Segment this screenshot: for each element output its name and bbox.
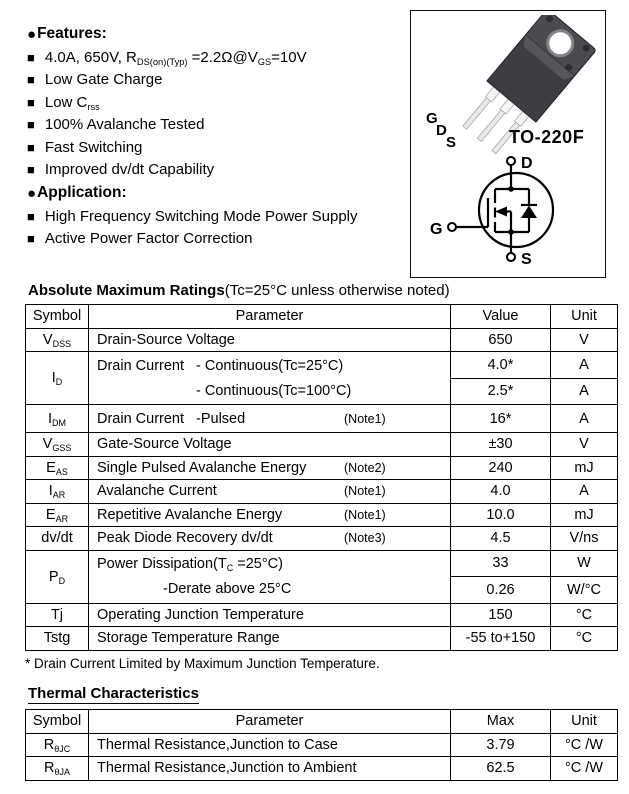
parameter-cell: Drain Current - Continuous(Tc=25°C) - Continuous(Tc=100°C) <box>89 352 451 405</box>
note-label: (Note2) <box>344 460 386 475</box>
table-row-ear <box>26 503 618 527</box>
symbol-cell: $E_{AS}$ <box>26 456 89 480</box>
note-label: (Note1) <box>344 507 386 522</box>
amr-footnote: * Drain Current Limited by Maximum Junction Temperature. <box>25 655 380 671</box>
note-label: (Note1) <box>344 484 386 499</box>
value-cell: 4.0* <box>451 352 551 379</box>
header-value: Value <box>451 305 551 329</box>
table-row-dvdt <box>26 527 618 551</box>
feature-item-label: Fast Switching <box>44 138 143 156</box>
symbol-cell: dv/dt <box>26 527 89 551</box>
value-cell: 650 <box>451 328 551 352</box>
parameter-cell: Peak Diode Recovery dv/dt (Note3) <box>89 527 451 551</box>
table-row-idm <box>26 405 618 433</box>
feature-item <box>27 69 402 92</box>
parameter-cell: Repetitive Avalanche Energy (Note1) <box>89 503 451 527</box>
unit-cell: °C <box>551 603 618 627</box>
application-item <box>27 228 402 251</box>
header-parameter: Parameter <box>89 710 451 734</box>
square-bullet-icon: ■ <box>27 231 35 247</box>
absolute-maximum-ratings-table <box>25 304 618 651</box>
feature-item <box>27 114 402 137</box>
header-max: Max <box>451 710 551 734</box>
symbol-cell: Tj <box>26 603 89 627</box>
symbol-cell: $R_{\theta JA}$ <box>26 757 89 781</box>
feature-item <box>27 159 402 182</box>
package-name-label: TO-220F <box>509 127 585 147</box>
unit-cell: °C /W <box>551 757 618 781</box>
note-label: (Note1) <box>344 411 386 426</box>
feature-item-label: Improved dv/dt Capability <box>44 161 215 179</box>
application-item <box>27 205 402 228</box>
application-item-label: High Frequency Switching Mode Power Supply <box>44 207 358 225</box>
value-cell: ±30 <box>451 433 551 457</box>
header-parameter: Parameter <box>89 305 451 329</box>
mosfet-symbol <box>411 153 602 275</box>
table-row-rthja <box>26 757 618 781</box>
square-bullet-icon: ■ <box>27 139 35 155</box>
table-row-vdss <box>26 328 618 352</box>
unit-cell: mJ <box>551 456 618 480</box>
value-cell: 10.0 <box>451 503 551 527</box>
symbol-cell: $R_{\theta JC}$ <box>26 733 89 757</box>
symbol-cell: $I_{DM}$ <box>26 405 89 433</box>
unit-cell: A <box>551 352 618 379</box>
square-bullet-icon: ■ <box>27 49 35 65</box>
symbol-cell: $V_{GSS}$ <box>26 433 89 457</box>
unit-cell: V <box>551 433 618 457</box>
table-row-tj <box>26 603 618 627</box>
source-terminal-label: S <box>521 251 532 268</box>
value-cell: 16* <box>451 405 551 433</box>
value-cell: 62.5 <box>451 757 551 781</box>
header-symbol: Symbol <box>26 305 89 329</box>
value-cell: 150 <box>451 603 551 627</box>
square-bullet-icon: ■ <box>27 208 35 224</box>
table-header-row <box>26 305 618 329</box>
table-row-eas <box>26 456 618 480</box>
unit-cell: °C /W <box>551 733 618 757</box>
unit-cell: V <box>551 328 618 352</box>
feature-item <box>27 136 402 159</box>
table-row-id-1 <box>26 352 618 379</box>
unit-cell: W <box>551 550 618 577</box>
unit-cell: A <box>551 378 618 405</box>
unit-cell: A <box>551 480 618 504</box>
circle-bullet-icon: ● <box>27 184 37 202</box>
symbol-cell: $P_D$ <box>26 550 89 603</box>
unit-cell: mJ <box>551 503 618 527</box>
pin-label-s: S <box>446 134 457 151</box>
pin-label-g: G <box>426 110 438 127</box>
unit-cell: °C <box>551 627 618 651</box>
header-unit: Unit <box>551 305 618 329</box>
feature-item-label: 4.0A, 650V, $R_{DS(on)(Typ)}$ $=2.2\Omega@V_{GS}=10V$ <box>44 48 307 67</box>
value-cell: -55 to+150 <box>451 627 551 651</box>
parameter-cell: Thermal Resistance,Junction to Ambient <box>89 757 451 781</box>
circle-bullet-icon: ● <box>27 25 37 43</box>
application-heading <box>27 181 402 205</box>
table-row-rthjc <box>26 733 618 757</box>
unit-cell: W/°C <box>551 577 618 604</box>
amr-title-note: (Tc=25°C unless otherwise noted) <box>224 282 450 299</box>
note-label: (Note3) <box>344 531 386 546</box>
symbol-cell: $E_{AR}$ <box>26 503 89 527</box>
feature-item-label: Low $C_{rss}$ <box>44 93 100 112</box>
parameter-cell: Storage Temperature Range <box>89 627 451 651</box>
drain-terminal-label: D <box>521 155 533 172</box>
parameter-cell: Power $Dissipation(T_C =25^\circ C)$ -Derate above 25°C <box>89 550 451 603</box>
feature-item <box>27 46 402 69</box>
symbol-cell: $I_D$ <box>26 352 89 405</box>
parameter-cell: Avalanche Current (Note1) <box>89 480 451 504</box>
features-section <box>27 22 402 250</box>
value-cell: 240 <box>451 456 551 480</box>
table-row-tstg <box>26 627 618 651</box>
header-unit: Unit <box>551 710 618 734</box>
application-heading-label: Application: <box>37 184 127 201</box>
square-bullet-icon: ■ <box>27 162 35 178</box>
symbol-cell: $I_{AR}$ <box>26 480 89 504</box>
value-cell: 4.5 <box>451 527 551 551</box>
table-row-vgss <box>26 433 618 457</box>
parameter-cell: Thermal Resistance,Junction to Case <box>89 733 451 757</box>
square-bullet-icon: ■ <box>27 117 35 133</box>
pin-label-d: D <box>436 122 447 139</box>
thermal-characteristics-table <box>25 709 618 781</box>
symbol-cell: $V_{DSS}$ <box>26 328 89 352</box>
value-cell: 33 <box>451 550 551 577</box>
amr-title-bold: Absolute Maximum Ratings <box>28 282 225 299</box>
feature-item-label: 100% Avalanche Tested <box>44 116 205 134</box>
feature-item-label: Low Gate Charge <box>44 71 163 89</box>
thermal-characteristics-section <box>25 685 617 781</box>
value-cell: 2.5* <box>451 378 551 405</box>
unit-cell: V/ns <box>551 527 618 551</box>
amr-title <box>25 282 617 299</box>
header-symbol: Symbol <box>26 710 89 734</box>
table-row-iar <box>26 480 618 504</box>
table-header-row <box>26 710 618 734</box>
value-cell: 3.79 <box>451 733 551 757</box>
package-panel <box>410 10 606 278</box>
square-bullet-icon: ■ <box>27 72 35 88</box>
thermal-title: Thermal Characteristics <box>28 685 199 702</box>
parameter-cell: Gate-Source Voltage <box>89 433 451 457</box>
absolute-maximum-ratings-section <box>25 282 617 671</box>
unit-cell: A <box>551 405 618 433</box>
parameter-cell: Operating Junction Temperature <box>89 603 451 627</box>
application-item-label: Active Power Factor Correction <box>44 230 253 248</box>
parameter-cell: Drain Current -Pulsed (Note1) <box>89 405 451 433</box>
feature-item <box>27 91 402 114</box>
features-heading <box>27 22 402 46</box>
value-cell: 0.26 <box>451 577 551 604</box>
table-row-pd-1 <box>26 550 618 577</box>
symbol-cell: Tstg <box>26 627 89 651</box>
parameter-cell: Drain-Source Voltage <box>89 328 451 352</box>
square-bullet-icon: ■ <box>27 94 35 110</box>
features-heading-label: Features: <box>37 25 107 42</box>
value-cell: 4.0 <box>451 480 551 504</box>
gate-terminal-label: G <box>430 221 443 238</box>
parameter-cell: Single Pulsed Avalanche Energy (Note2) <box>89 456 451 480</box>
